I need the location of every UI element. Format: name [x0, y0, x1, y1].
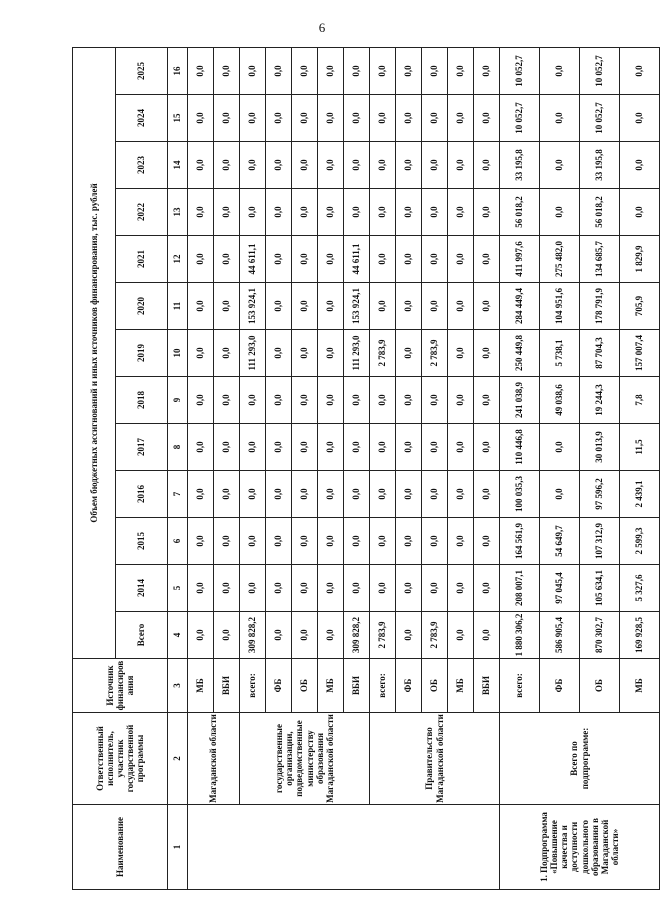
source-cell: ОБ — [292, 659, 318, 713]
value-cell: 10 052,7 — [500, 95, 540, 142]
source-cell: МБ — [620, 659, 660, 713]
value-cell: 169 928,5 — [620, 612, 660, 659]
value-cell: 0,0 — [188, 283, 214, 330]
value-cell: 0,0 — [318, 283, 344, 330]
value-cell: 0,0 — [396, 424, 422, 471]
col-number: 11 — [168, 283, 188, 330]
value-cell: 0,0 — [422, 95, 448, 142]
value-cell: 275 482,0 — [540, 236, 580, 283]
header-row-1 — [73, 47, 116, 889]
header-year: 2021 — [116, 236, 168, 283]
value-cell: 0,0 — [214, 283, 240, 330]
value-cell: 0,0 — [188, 236, 214, 283]
value-cell: 0,0 — [318, 565, 344, 612]
value-cell: 0,0 — [422, 47, 448, 94]
value-cell: 2 783,9 — [370, 330, 396, 377]
value-cell: 0,0 — [370, 189, 396, 236]
value-cell: 0,0 — [448, 612, 474, 659]
value-cell: 0,0 — [344, 47, 370, 94]
value-cell: 0,0 — [292, 330, 318, 377]
value-cell: 0,0 — [620, 47, 660, 94]
value-cell: 0,0 — [344, 142, 370, 189]
value-cell: 0,0 — [540, 142, 580, 189]
value-cell: 2 439,1 — [620, 471, 660, 518]
col-number: 1 — [168, 805, 188, 890]
value-cell: 0,0 — [540, 471, 580, 518]
header-executor: Ответственный исполнитель, участник государственной программы — [73, 713, 168, 805]
col-number: 12 — [168, 236, 188, 283]
header-name: Наименование — [73, 805, 168, 890]
executor-cell: Магаданской области — [188, 713, 240, 805]
value-cell: 0,0 — [188, 471, 214, 518]
value-cell: 0,0 — [474, 377, 500, 424]
value-cell: 0,0 — [448, 283, 474, 330]
header-year: 2025 — [116, 47, 168, 94]
value-cell: 49 038,6 — [540, 377, 580, 424]
value-cell: 2 783,9 — [370, 612, 396, 659]
source-cell: ФБ — [540, 659, 580, 713]
value-cell: 0,0 — [422, 518, 448, 565]
value-cell: 0,0 — [448, 47, 474, 94]
source-cell: ОБ — [580, 659, 620, 713]
value-cell: 208 007,1 — [500, 565, 540, 612]
value-cell: 97 045,4 — [540, 565, 580, 612]
value-cell: 0,0 — [240, 189, 266, 236]
header-total: Всего — [116, 612, 168, 659]
value-cell: 153 924,1 — [240, 283, 266, 330]
value-cell: 0,0 — [266, 424, 292, 471]
value-cell: 0,0 — [292, 189, 318, 236]
subprogram-executor-cell: Всего по подпрограмме: — [500, 713, 660, 805]
value-cell: 0,0 — [396, 95, 422, 142]
value-cell: 0,0 — [448, 142, 474, 189]
value-cell: 0,0 — [370, 236, 396, 283]
value-cell: 0,0 — [266, 330, 292, 377]
source-cell: ОБ — [422, 659, 448, 713]
value-cell: 0,0 — [292, 424, 318, 471]
value-cell: 0,0 — [266, 518, 292, 565]
value-cell: 5 327,6 — [620, 565, 660, 612]
value-cell: 0,0 — [292, 47, 318, 94]
value-cell: 0,0 — [620, 95, 660, 142]
value-cell: 0,0 — [240, 565, 266, 612]
value-cell: 0,0 — [344, 424, 370, 471]
value-cell: 0,0 — [292, 283, 318, 330]
value-cell: 0,0 — [292, 377, 318, 424]
header-year: 2022 — [116, 189, 168, 236]
value-cell: 107 312,9 — [580, 518, 620, 565]
value-cell: 0,0 — [422, 189, 448, 236]
table-row — [240, 47, 266, 889]
value-cell: 1 880 306,2 — [500, 612, 540, 659]
value-cell: 0,0 — [188, 565, 214, 612]
value-cell: 153 924,1 — [344, 283, 370, 330]
value-cell: 0,0 — [292, 236, 318, 283]
source-cell: ВБИ — [474, 659, 500, 713]
value-cell: 0,0 — [318, 471, 344, 518]
value-cell: 586 905,4 — [540, 612, 580, 659]
value-cell: 0,0 — [344, 518, 370, 565]
value-cell: 0,0 — [292, 471, 318, 518]
source-cell: МБ — [318, 659, 344, 713]
header-year: 2017 — [116, 424, 168, 471]
value-cell: 705,9 — [620, 283, 660, 330]
table-row — [370, 47, 396, 889]
value-cell: 0,0 — [370, 142, 396, 189]
value-cell: 309 828,2 — [240, 612, 266, 659]
value-cell: 0,0 — [214, 189, 240, 236]
value-cell: 87 704,3 — [580, 330, 620, 377]
value-cell: 0,0 — [474, 330, 500, 377]
value-cell: 54 649,7 — [540, 518, 580, 565]
value-cell: 0,0 — [188, 189, 214, 236]
table-body — [188, 47, 660, 889]
name-cell-empty — [188, 805, 500, 890]
value-cell: 0,0 — [292, 142, 318, 189]
value-cell: 0,0 — [266, 47, 292, 94]
col-number: 10 — [168, 330, 188, 377]
value-cell: 0,0 — [448, 565, 474, 612]
value-cell: 0,0 — [344, 189, 370, 236]
value-cell: 0,0 — [396, 377, 422, 424]
value-cell: 0,0 — [318, 424, 344, 471]
value-cell: 0,0 — [214, 47, 240, 94]
value-cell: 0,0 — [474, 189, 500, 236]
col-number: 8 — [168, 424, 188, 471]
value-cell: 0,0 — [396, 47, 422, 94]
value-cell: 0,0 — [396, 471, 422, 518]
header-source: Источник финансирования — [73, 659, 168, 713]
value-cell: 30 013,9 — [580, 424, 620, 471]
value-cell: 0,0 — [214, 377, 240, 424]
value-cell: 0,0 — [214, 236, 240, 283]
source-cell: всего: — [500, 659, 540, 713]
value-cell: 0,0 — [318, 142, 344, 189]
value-cell: 110 446,8 — [500, 424, 540, 471]
value-cell: 241 038,9 — [500, 377, 540, 424]
source-cell: МБ — [448, 659, 474, 713]
value-cell: 284 449,4 — [500, 283, 540, 330]
value-cell: 0,0 — [370, 47, 396, 94]
value-cell: 44 611,1 — [344, 236, 370, 283]
value-cell: 0,0 — [396, 189, 422, 236]
value-cell: 0,0 — [448, 471, 474, 518]
value-cell: 10 052,7 — [500, 47, 540, 94]
value-cell: 0,0 — [474, 565, 500, 612]
value-cell: 0,0 — [474, 283, 500, 330]
value-cell: 0,0 — [292, 95, 318, 142]
value-cell: 0,0 — [422, 424, 448, 471]
value-cell: 250 449,8 — [500, 330, 540, 377]
header-year: 2019 — [116, 330, 168, 377]
value-cell: 0,0 — [188, 330, 214, 377]
value-cell: 0,0 — [620, 142, 660, 189]
value-cell: 97 596,2 — [580, 471, 620, 518]
value-cell: 0,0 — [214, 518, 240, 565]
value-cell: 0,0 — [396, 236, 422, 283]
value-cell: 0,0 — [422, 565, 448, 612]
value-cell: 0,0 — [540, 189, 580, 236]
source-cell: ВБИ — [344, 659, 370, 713]
value-cell: 0,0 — [318, 612, 344, 659]
value-cell: 0,0 — [448, 518, 474, 565]
value-cell: 0,0 — [318, 377, 344, 424]
col-number: 3 — [168, 659, 188, 713]
value-cell: 0,0 — [540, 47, 580, 94]
value-cell: 0,0 — [370, 565, 396, 612]
header-year: 2020 — [116, 283, 168, 330]
value-cell: 0,0 — [214, 565, 240, 612]
value-cell: 0,0 — [214, 142, 240, 189]
value-cell: 105 634,1 — [580, 565, 620, 612]
value-cell: 164 561,9 — [500, 518, 540, 565]
value-cell: 0,0 — [396, 330, 422, 377]
header-volume: Объем бюджетных ассигнований и иных источников финансирования, тыс. рублей — [73, 47, 116, 658]
value-cell: 0,0 — [344, 565, 370, 612]
value-cell: 0,0 — [422, 283, 448, 330]
source-cell: ФБ — [266, 659, 292, 713]
value-cell: 157 007,4 — [620, 330, 660, 377]
value-cell: 0,0 — [266, 565, 292, 612]
value-cell: 0,0 — [214, 95, 240, 142]
col-number: 5 — [168, 565, 188, 612]
subprogram-name-cell: 1. Подпрограмма «Повышение качества и доступности дошкольного образования в Магаданской области» — [500, 805, 660, 890]
subprogram-row — [500, 47, 540, 889]
executor-cell: Правительство Магаданской области — [370, 713, 500, 805]
value-cell: 56 018,2 — [500, 189, 540, 236]
col-number: 2 — [168, 713, 188, 805]
value-cell: 0,0 — [370, 471, 396, 518]
value-cell: 0,0 — [422, 142, 448, 189]
value-cell: 0,0 — [318, 236, 344, 283]
value-cell: 0,0 — [370, 377, 396, 424]
value-cell: 0,0 — [370, 283, 396, 330]
value-cell: 0,0 — [318, 189, 344, 236]
value-cell: 0,0 — [396, 142, 422, 189]
value-cell: 134 685,7 — [580, 236, 620, 283]
source-cell: ФБ — [396, 659, 422, 713]
value-cell: 0,0 — [448, 236, 474, 283]
value-cell: 2 599,3 — [620, 518, 660, 565]
value-cell: 0,0 — [318, 47, 344, 94]
value-cell: 0,0 — [540, 424, 580, 471]
value-cell: 56 018,2 — [580, 189, 620, 236]
value-cell: 10 052,7 — [580, 47, 620, 94]
value-cell: 2 783,9 — [422, 612, 448, 659]
value-cell: 111 293,0 — [240, 330, 266, 377]
value-cell: 0,0 — [214, 424, 240, 471]
value-cell: 0,0 — [474, 236, 500, 283]
value-cell: 44 611,1 — [240, 236, 266, 283]
source-cell: всего: — [370, 659, 396, 713]
value-cell: 0,0 — [448, 95, 474, 142]
value-cell: 0,0 — [344, 377, 370, 424]
value-cell: 0,0 — [422, 377, 448, 424]
value-cell: 0,0 — [188, 47, 214, 94]
value-cell: 0,0 — [266, 189, 292, 236]
value-cell: 0,0 — [240, 424, 266, 471]
page-number: 6 — [318, 20, 326, 35]
value-cell: 0,0 — [240, 377, 266, 424]
value-cell: 0,0 — [344, 471, 370, 518]
header-year: 2016 — [116, 471, 168, 518]
value-cell: 0,0 — [396, 518, 422, 565]
value-cell: 0,0 — [188, 612, 214, 659]
value-cell: 0,0 — [474, 518, 500, 565]
value-cell: 111 293,0 — [344, 330, 370, 377]
value-cell: 11,5 — [620, 424, 660, 471]
value-cell: 0,0 — [188, 424, 214, 471]
value-cell: 0,0 — [474, 47, 500, 94]
value-cell: 0,0 — [448, 189, 474, 236]
value-cell: 19 244,3 — [580, 377, 620, 424]
value-cell: 0,0 — [292, 612, 318, 659]
value-cell: 0,0 — [396, 283, 422, 330]
source-cell: всего: — [240, 659, 266, 713]
value-cell: 0,0 — [448, 377, 474, 424]
value-cell: 0,0 — [266, 283, 292, 330]
value-cell: 2 783,9 — [422, 330, 448, 377]
value-cell: 0,0 — [318, 518, 344, 565]
header-year: 2018 — [116, 377, 168, 424]
value-cell: 33 195,8 — [580, 142, 620, 189]
value-cell: 0,0 — [344, 95, 370, 142]
col-number: 16 — [168, 47, 188, 94]
value-cell: 0,0 — [292, 518, 318, 565]
value-cell: 0,0 — [266, 142, 292, 189]
value-cell: 0,0 — [318, 95, 344, 142]
value-cell: 1 829,9 — [620, 236, 660, 283]
value-cell: 0,0 — [318, 330, 344, 377]
header-year: 2014 — [116, 565, 168, 612]
value-cell: 0,0 — [448, 330, 474, 377]
value-cell: 100 035,3 — [500, 471, 540, 518]
col-number: 9 — [168, 377, 188, 424]
rotated-table-wrapper — [72, 48, 660, 890]
value-cell: 0,0 — [214, 612, 240, 659]
value-cell: 0,0 — [474, 424, 500, 471]
value-cell: 0,0 — [266, 377, 292, 424]
source-cell: ВБИ — [214, 659, 240, 713]
value-cell: 0,0 — [422, 236, 448, 283]
value-cell: 178 791,9 — [580, 283, 620, 330]
value-cell: 0,0 — [214, 330, 240, 377]
header-year: 2023 — [116, 142, 168, 189]
column-numbers-row — [168, 47, 188, 889]
value-cell: 0,0 — [266, 95, 292, 142]
value-cell: 309 828,2 — [344, 612, 370, 659]
value-cell: 0,0 — [240, 47, 266, 94]
value-cell: 0,0 — [422, 471, 448, 518]
value-cell: 0,0 — [188, 518, 214, 565]
value-cell: 0,0 — [474, 142, 500, 189]
col-number: 14 — [168, 142, 188, 189]
value-cell: 0,0 — [240, 518, 266, 565]
value-cell: 0,0 — [620, 189, 660, 236]
value-cell: 0,0 — [474, 471, 500, 518]
value-cell: 104 951,6 — [540, 283, 580, 330]
source-cell: МБ — [188, 659, 214, 713]
value-cell: 411 997,6 — [500, 236, 540, 283]
col-number: 4 — [168, 612, 188, 659]
value-cell: 0,0 — [266, 236, 292, 283]
executor-cell: государственные организации, подведомственные министерству образования Магаданской области — [240, 713, 370, 805]
value-cell: 0,0 — [240, 95, 266, 142]
value-cell: 0,0 — [214, 471, 240, 518]
value-cell: 0,0 — [188, 142, 214, 189]
value-cell: 7,8 — [620, 377, 660, 424]
value-cell: 0,0 — [266, 471, 292, 518]
value-cell: 0,0 — [396, 612, 422, 659]
col-number: 6 — [168, 518, 188, 565]
header-year: 2015 — [116, 518, 168, 565]
value-cell: 10 052,7 — [580, 95, 620, 142]
value-cell: 5 738,1 — [540, 330, 580, 377]
value-cell: 0,0 — [240, 142, 266, 189]
value-cell: 0,0 — [370, 518, 396, 565]
value-cell: 0,0 — [396, 565, 422, 612]
value-cell: 0,0 — [188, 95, 214, 142]
col-number: 13 — [168, 189, 188, 236]
value-cell: 0,0 — [292, 565, 318, 612]
value-cell: 33 195,8 — [500, 142, 540, 189]
value-cell: 0,0 — [266, 612, 292, 659]
col-number: 7 — [168, 471, 188, 518]
value-cell: 0,0 — [240, 471, 266, 518]
value-cell: 0,0 — [370, 424, 396, 471]
value-cell: 0,0 — [540, 95, 580, 142]
col-number: 15 — [168, 95, 188, 142]
header-year: 2024 — [116, 95, 168, 142]
financing-table — [72, 47, 660, 890]
value-cell: 870 302,7 — [580, 612, 620, 659]
value-cell: 0,0 — [370, 95, 396, 142]
table-row — [188, 47, 214, 889]
value-cell: 0,0 — [474, 612, 500, 659]
value-cell: 0,0 — [474, 95, 500, 142]
value-cell: 0,0 — [188, 377, 214, 424]
value-cell: 0,0 — [448, 424, 474, 471]
